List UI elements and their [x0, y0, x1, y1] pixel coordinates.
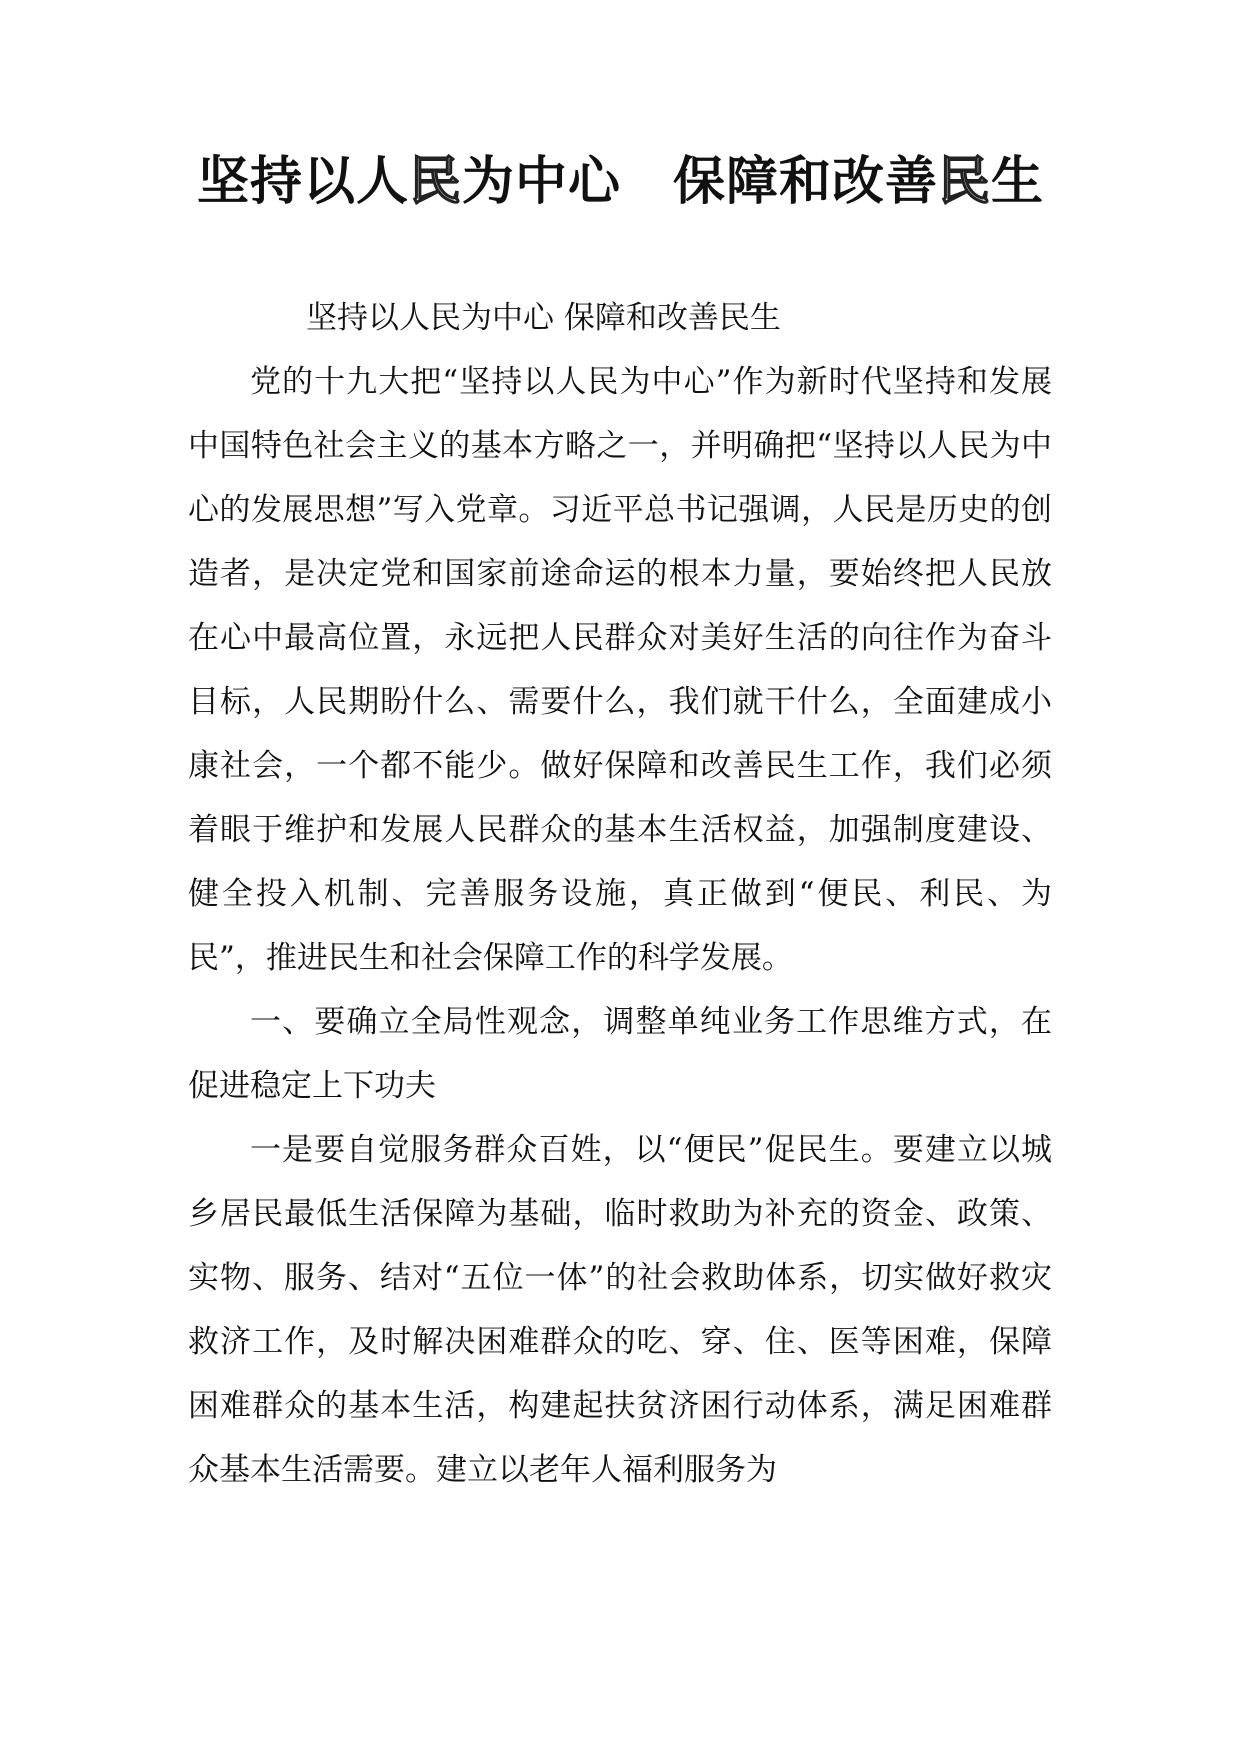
title-part: 坚持以人	[196, 152, 409, 212]
section-heading-1: 一、要确立全局性观念，调整单纯业务工作思维方式，在促进稳定上下功夫	[188, 1004, 1052, 1104]
body-paragraph-intro: 党的十九大把“坚持以人民为中心”作为新时代坚持和发展中国特色社会主义的基本方略之一，并明确把“坚持以人民为中心的发展思想”写入党章。习近平总书记强调，人民是历史的创造者，是决定党和国家前途命运的根本力量，要始终把人民放在心中最高位置，永远把人民群众对美好生活的向往作为奋斗目标，人民期盼什么、需要什么，我们就干什么，全面建成小康社会，一个都不能少。做好保障和改善民生工作，我们必须着眼于维护和发展人民群众的基本生活权益，加强制度建设、健全投入机制、完善服务设施，真正做到“便民、利民、为民”，推进民生和社会保障工作的科学发展。	[188, 364, 1052, 976]
document-title	[0, 152, 1241, 212]
title-part: 生	[991, 152, 1045, 212]
document-subtitle: 坚持以人民为中心 保障和改善民生	[306, 300, 781, 336]
title-part: 为中心	[461, 152, 621, 212]
body-paragraph-1: 一是要自觉服务群众百姓，以“便民”促民生。要建立以城乡居民最低生活保障为基础，临时救助为补充的资金、政策、实物、服务、结对“五位一体”的社会救助体系，切实做好救灾救济工作，及时解决困难群众的吃、穿、住、医等困难，保障困难群众的基本生活，构建起扶贫济困行动体系，满足困难群众基本生活需要。建立以老年人福利服务为	[188, 1132, 1052, 1488]
title-part: 保障和改善	[673, 152, 939, 212]
title-outlined-char: 民	[408, 152, 462, 212]
title-outlined-char: 民	[938, 152, 992, 212]
document-body	[188, 286, 1052, 1502]
